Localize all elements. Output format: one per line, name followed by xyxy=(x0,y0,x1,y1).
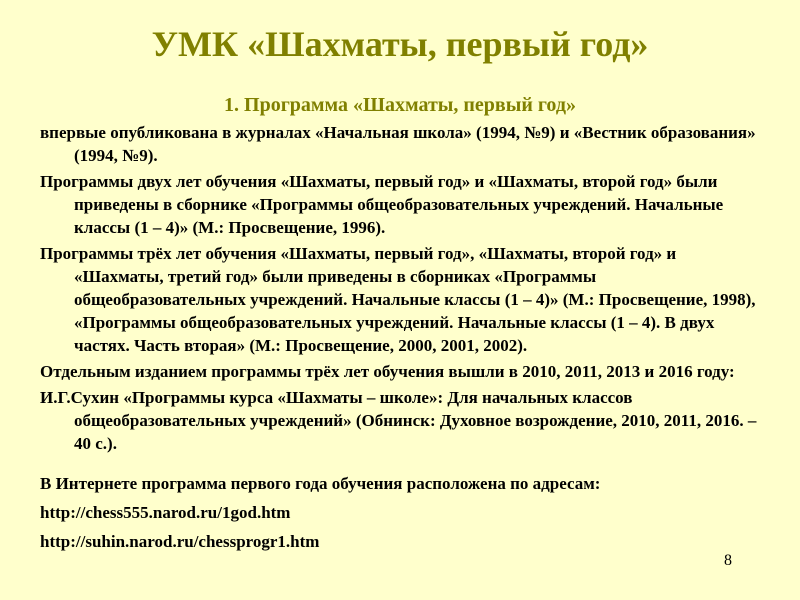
internet-heading: В Интернете программа первого года обучения расположена по адресам: xyxy=(40,474,601,493)
link-chess555[interactable]: http://chess555.narod.ru/1god.htm xyxy=(40,503,291,522)
paragraph-first-publication: впервые опубликована в журналах «Начальная школа» (1994, №9) и «Вестник образования» (1994, №9). xyxy=(40,123,756,165)
slide-body xyxy=(40,121,760,559)
paragraph-separate-edition: Отдельным изданием программы трёх лет обучения вышли в 2010, 2011, 2013 и 2016 году: xyxy=(40,362,735,381)
spacer xyxy=(40,458,760,472)
section-subtitle: 1. Программа «Шахматы, первый год» xyxy=(224,94,576,116)
page-number: 8 xyxy=(724,552,732,569)
link-suhin[interactable]: http://suhin.narod.ru/chessprogr1.htm xyxy=(40,532,320,551)
paragraph-three-year-programs: Программы трёх лет обучения «Шахматы, первый год», «Шахматы, второй год» и «Шахматы, третий год» были приведены в сборниках «Программы общеобразовательных учреждений. Начальные классы (1 – 4)» (М.: Просвещение, 1998), «Программы общеобразовательных учреждений. Начальные классы (1 – 4). В двух частях. Часть вторая» (М.: Просвещение, 2000, 2001, 2002). xyxy=(40,244,756,355)
slide-title: УМК «Шахматы, первый год» xyxy=(151,24,649,64)
paragraph-two-year-programs: Программы двух лет обучения «Шахматы, первый год» и «Шахматы, второй год» были приведены в сборнике «Программы общеобразовательных учреждений. Начальные классы (1 – 4)» (М.: Просвещение, 1996). xyxy=(40,172,724,237)
paragraph-sukhin-book: И.Г.Сухин «Программы курса «Шахматы – школе»: Для начальных классов общеобразовательных учреждений» (Обнинск: Духовное возрождение, 2010, 2011, 2016. – 40 с.). xyxy=(40,388,757,453)
